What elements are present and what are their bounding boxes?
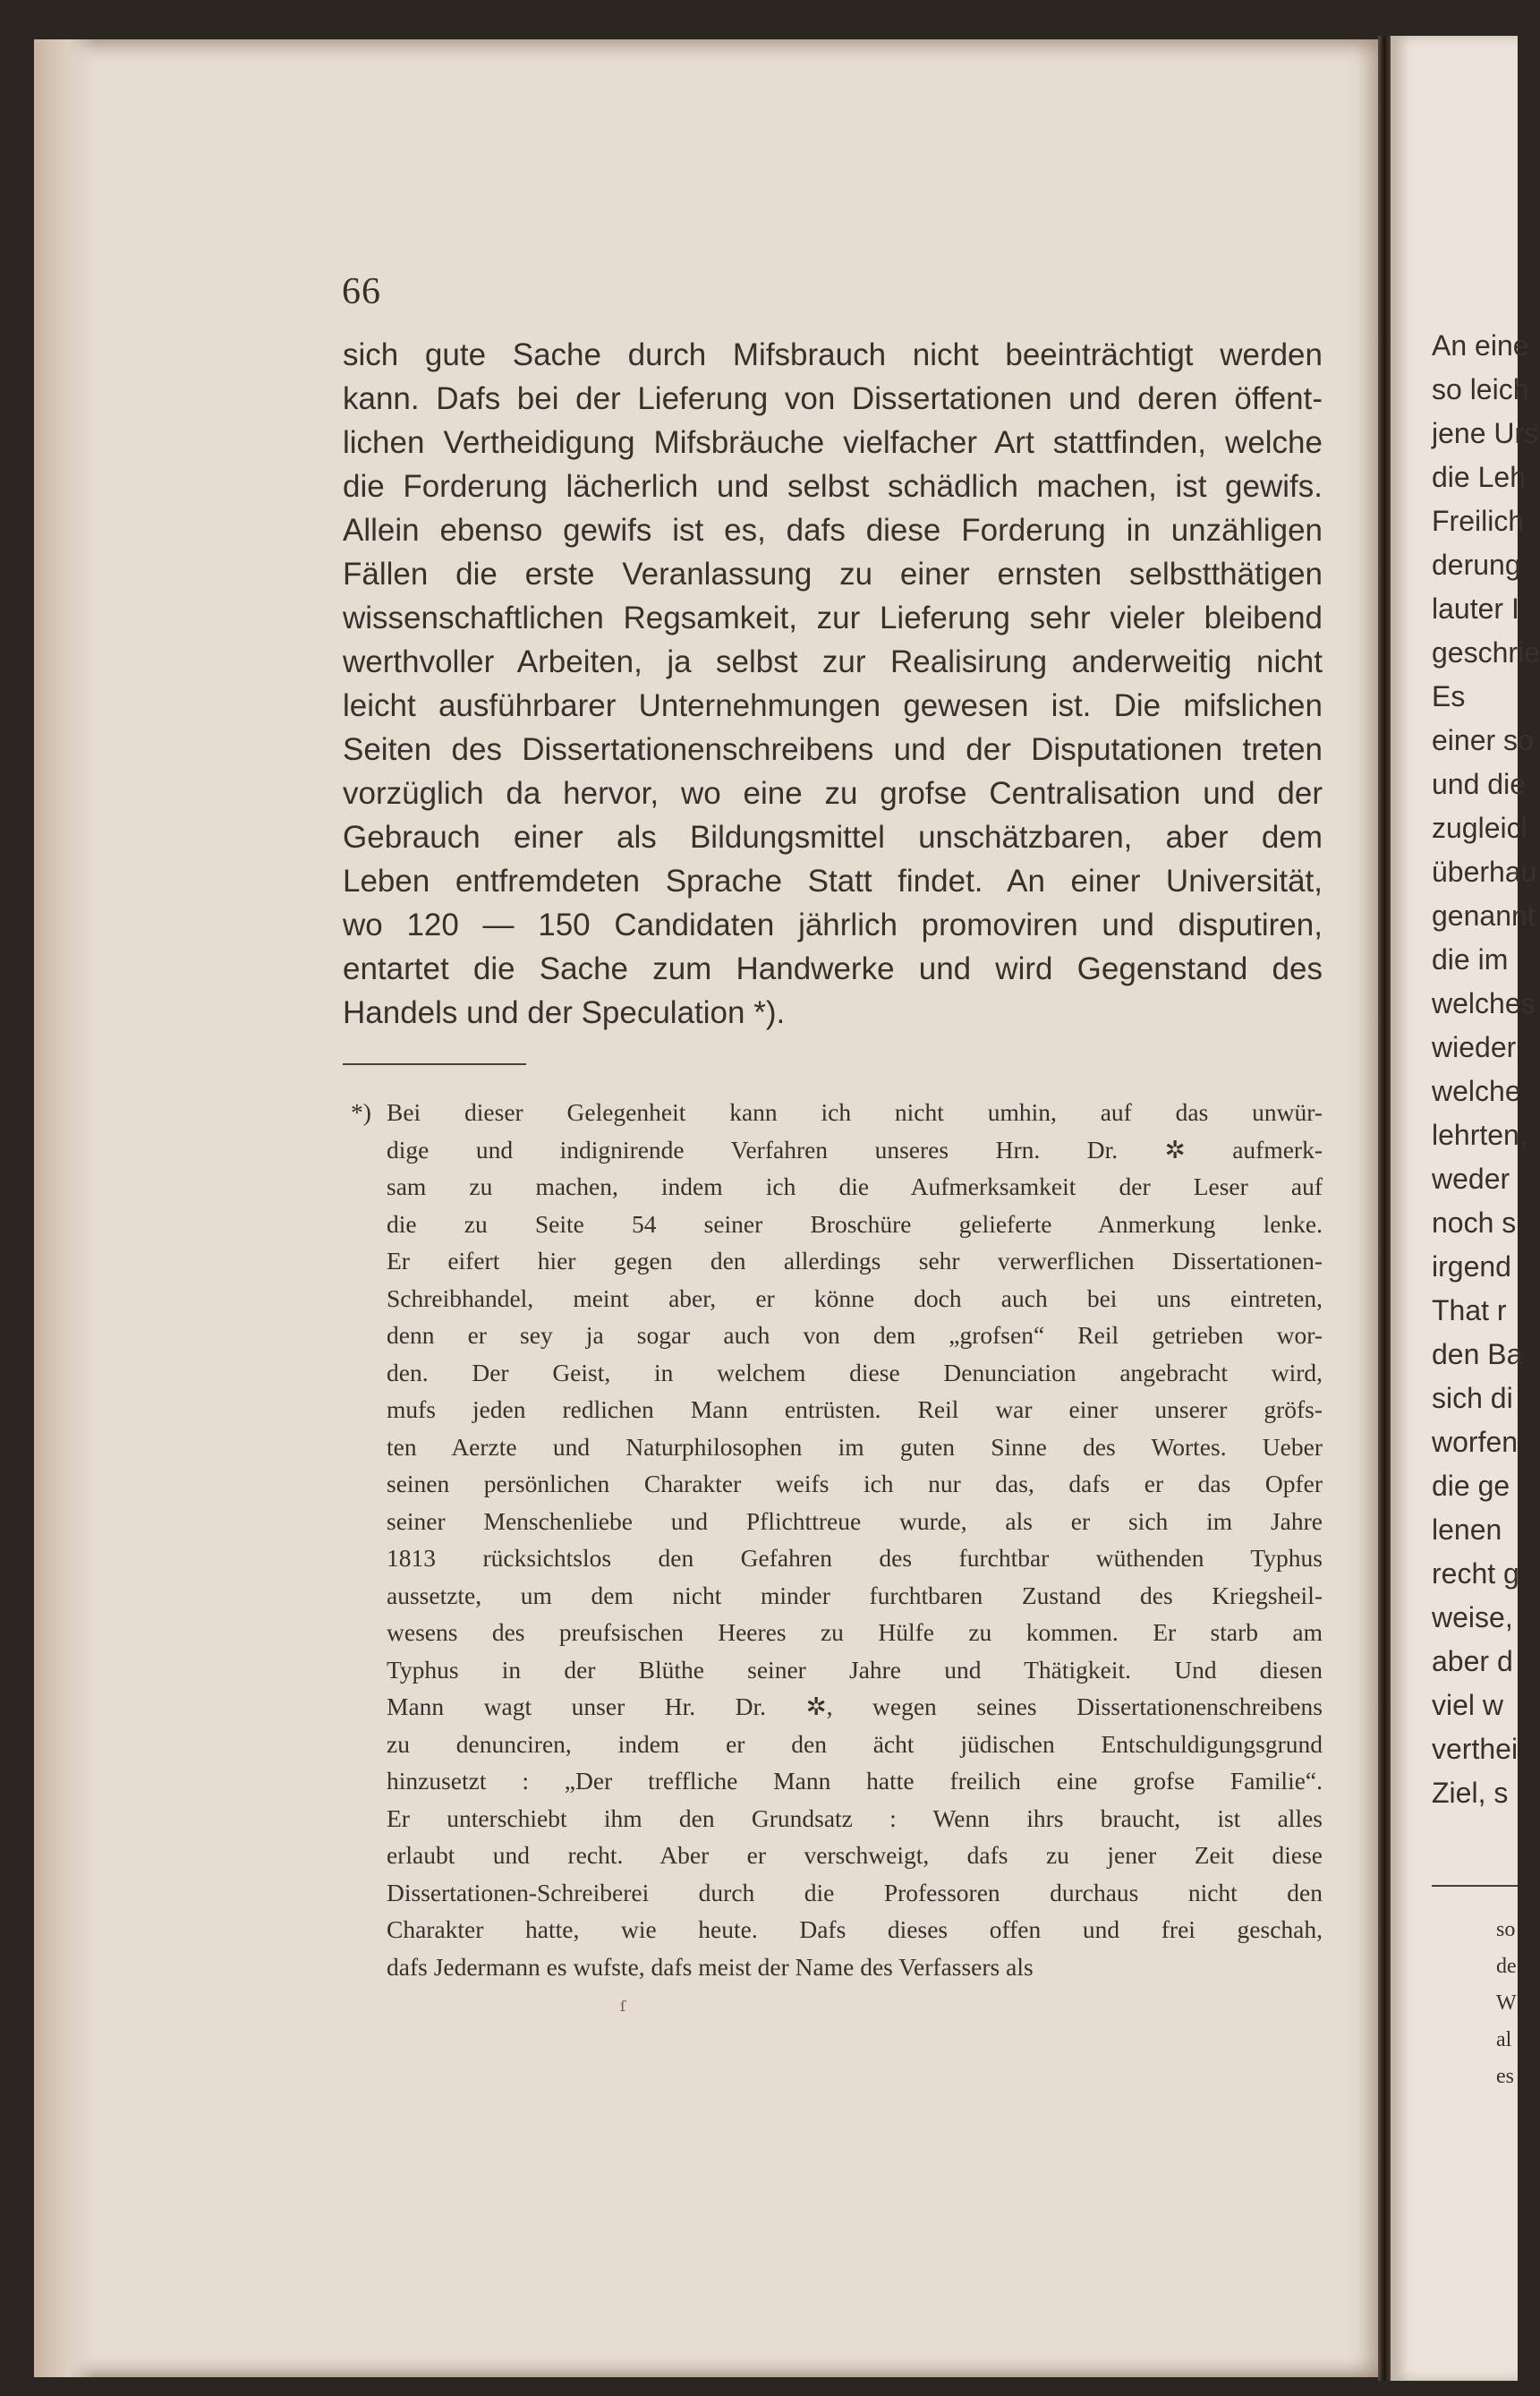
facing-text-line: welches	[1432, 987, 1536, 1019]
footnote-marker: *)	[351, 1098, 371, 1126]
text-line: kann. Dafs bei der Lieferung von Dissertationen und deren öffent-	[343, 381, 1323, 416]
text-line: sich gute Sache durch Mifsbrauch nicht beeinträchtigt werden	[343, 337, 1323, 372]
facing-footnote-line: so	[1496, 1918, 1516, 1941]
footnote-line: Bei dieser Gelegenheit kann ich nicht umhin, auf das unwür-	[387, 1098, 1323, 1126]
text-line: entartet die Sache zum Handwerke und wird Gegenstand des	[343, 951, 1323, 986]
facing-page-text	[1432, 324, 1540, 1815]
text-line: leicht ausführbarer Unternehmungen gewesen ist. Die mifslichen	[343, 688, 1323, 723]
facing-text-line: Freilich	[1432, 505, 1525, 537]
footnote-line: hinzusetzt : „Der treffliche Mann hatte freilich eine grofse Familie“.	[387, 1767, 1323, 1795]
footnote-line: 1813 rücksichtslos den Gefahren des furchtbar wüthenden Typhus	[387, 1544, 1323, 1572]
footnote-line: denn er sey ja sogar auch von dem „grofsen“ Reil getrieben wor-	[387, 1321, 1323, 1349]
facing-text-line: aber d	[1432, 1645, 1513, 1677]
facing-text-line: recht g	[1432, 1557, 1519, 1590]
footnote-separator	[343, 1063, 526, 1065]
facing-text-line: worfen	[1432, 1426, 1519, 1458]
footnote-line: seiner Menschenliebe und Pflichttreue wurde, als er sich im Jahre	[387, 1506, 1323, 1535]
footnote-line: wesens des preufsischen Heeres zu Hülfe zu kommen. Er starb am	[387, 1618, 1323, 1646]
footnote-line: Schreibhandel, meint aber, er könne doch auch bei uns eintreten,	[387, 1283, 1323, 1312]
facing-text-line: überhau	[1432, 856, 1537, 888]
facing-text-line: und die	[1432, 768, 1526, 800]
facing-footnote-separator	[1432, 1885, 1518, 1887]
text-line: werthvoller Arbeiten, ja selbst zur Realisirung anderweitig nicht	[343, 644, 1323, 679]
facing-text-line: verthei	[1432, 1733, 1519, 1765]
facing-text-line: lehrten,	[1432, 1119, 1527, 1151]
facing-footnote-line: al	[1496, 2028, 1512, 2051]
text-line: Allein ebenso gewifs ist es, dafs diese Forderung in unzähligen	[343, 513, 1323, 548]
text-line: Leben entfremdeten Sprache Statt findet. An einer Universität,	[343, 864, 1323, 899]
facing-text-line: geschrie	[1432, 636, 1540, 669]
text-line: die Forderung lächerlich und selbst schädlich machen, ist gewifs.	[343, 469, 1323, 504]
facing-text-line: die im	[1432, 943, 1509, 976]
facing-text-line: wieder	[1432, 1031, 1517, 1063]
facing-text-line: That r	[1432, 1294, 1507, 1326]
facing-text-line: einer so	[1432, 724, 1534, 756]
text-line: wissenschaftlichen Regsamkeit, zur Lieferung sehr vieler bleibend	[343, 601, 1323, 635]
text-line: Gebrauch einer als Bildungsmittel unschätzbaren, aber dem	[343, 820, 1323, 855]
text-line: Fällen die erste Veranlassung zu einer ernsten selbstthätigen	[343, 557, 1323, 592]
facing-footnote-line: es	[1496, 2065, 1514, 2088]
footnote-line: die zu Seite 54 seiner Broschüre gelieferte Anmerkung lenke.	[387, 1209, 1323, 1238]
facing-text-line: genannt	[1432, 900, 1536, 932]
stray-mark: ſ	[620, 1998, 625, 2015]
facing-text-line: die ge	[1432, 1470, 1510, 1502]
text-line: lichen Vertheidigung Mifsbräuche vielfacher Art stattfinden, welche	[343, 425, 1323, 460]
text-line: vorzüglich da hervor, wo eine zu grofse Centralisation und der	[343, 776, 1323, 811]
footnote-line: dige und indignirende Verfahren unseres Hrn. Dr. ✲ aufmerk-	[387, 1135, 1323, 1164]
page-edge-shadow	[34, 39, 97, 2377]
footnote-line: Dissertationen-Schreiberei durch die Professoren durchaus nicht den	[387, 1878, 1323, 1906]
facing-text-line: welche	[1432, 1075, 1521, 1107]
facing-text-line: derung	[1432, 549, 1521, 581]
text-line: wo 120 — 150 Candidaten jährlich promoviren und disputiren,	[343, 908, 1323, 942]
facing-text-line: weise,	[1432, 1601, 1513, 1633]
facing-text-line: weder	[1432, 1163, 1510, 1195]
facing-footnote-line: de	[1496, 1955, 1517, 1978]
facing-text-line: die Leh	[1432, 461, 1526, 493]
footnote-line: sam zu machen, indem ich die Aufmerksamkeit der Leser auf	[387, 1172, 1323, 1200]
facing-text-line: An eine	[1432, 329, 1529, 362]
facing-footnote-line: W	[1496, 1991, 1517, 2015]
facing-text-line: viel w	[1432, 1689, 1504, 1721]
facing-text-line: Ziel, s	[1432, 1777, 1509, 1809]
page-number: 66	[342, 271, 381, 312]
main-paragraph	[343, 333, 1323, 1035]
footnote-line: Mann wagt unser Hr. Dr. ✲, wegen seines Dissertationenschreibens	[387, 1693, 1323, 1720]
facing-text-line: noch s	[1432, 1207, 1517, 1239]
facing-text-line: irgend	[1432, 1250, 1511, 1283]
footnote	[351, 1094, 1323, 1985]
footnote-line: Typhus in der Blüthe seiner Jahre und Thätigkeit. Und diesen	[387, 1655, 1323, 1684]
book-gutter	[1378, 36, 1391, 2381]
footnote-line: den. Der Geist, in welchem diese Denunciation angebracht wird,	[387, 1358, 1323, 1386]
facing-text-line: jene Urs	[1432, 417, 1539, 449]
text-line: Handels und der Speculation *).	[343, 995, 786, 1030]
footnote-line: erlaubt und recht. Aber er verschweigt, dafs zu jener Zeit diese	[387, 1841, 1323, 1869]
footnote-line: Er unterschiebt ihm den Grundsatz : Wenn ihrs braucht, ist alles	[387, 1803, 1323, 1832]
facing-text-line: den Ba	[1432, 1338, 1523, 1370]
footnote-line: dafs Jedermann es wufste, dafs meist der Name des Verfassers als	[387, 1952, 1034, 1981]
facing-text-line: so leich	[1432, 373, 1529, 405]
footnote-line: ten Aerzte und Naturphilosophen im guten Sinne des Wortes. Ueber	[387, 1432, 1323, 1461]
facing-footnote	[1496, 1912, 1532, 2095]
facing-text-line: Es	[1432, 680, 1466, 712]
facing-text-line: lauter I	[1432, 593, 1519, 625]
facing-text-line: sich di	[1432, 1382, 1513, 1414]
facing-page	[1391, 36, 1540, 2381]
facing-text-line: lenen	[1432, 1513, 1502, 1546]
text-line: Seiten des Dissertationenschreibens und der Disputationen treten	[343, 732, 1323, 767]
footnote-line: aussetzte, um dem nicht minder furchtbaren Zustand des Kriegsheil-	[387, 1581, 1323, 1609]
facing-text-line: zugleicl	[1432, 812, 1527, 844]
footnote-line: zu denunciren, indem er den ächt jüdischen Entschuldigungsgrund	[387, 1729, 1323, 1758]
footnote-line: mufs jeden redlichen Mann entrüsten. Reil war einer unserer gröfs-	[387, 1395, 1323, 1423]
footnote-line: Er eifert hier gegen den allerdings sehr verwerflichen Dissertationen-	[387, 1247, 1323, 1275]
footnote-line: seinen persönlichen Charakter weifs ich nur das, dafs er das Opfer	[387, 1470, 1323, 1497]
footnote-line: Charakter hatte, wie heute. Dafs dieses offen und frei geschah,	[387, 1915, 1323, 1943]
